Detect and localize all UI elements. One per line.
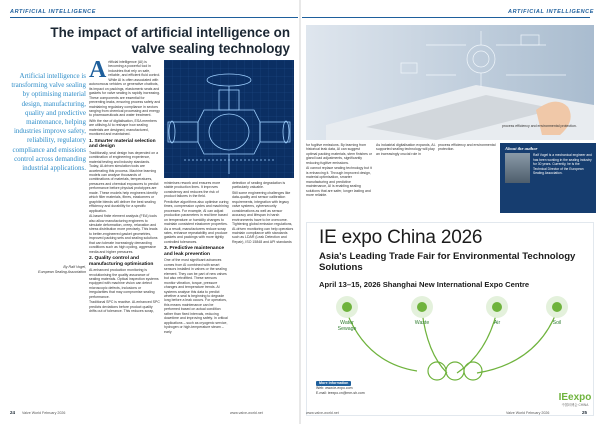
ad-bubble-air: Air [493,320,501,326]
text-column-5 [376,143,436,218]
ad-date-venue: April 13–15, 2026 Shanghai New International Expo Centre [319,280,530,289]
ad-email-link[interactable]: E-mail: ieexpo.cn@mm-sh.com [316,391,365,395]
text-column-4 [306,143,372,218]
logo-tagline: 中国环博会 CHINA [561,403,589,407]
ad-bubble-waste: Waste [414,320,430,326]
col5-para-1: As industrial digitalisation expands, AI-supported sealing technology will play an increasingly crucial role in [376,143,436,156]
col3-para-2: Still some engineering challenges like data-quality and sensor calibration requirements, integration with legacy valve systems, cybersecurity considerations as well as sensor accuracy and lifespan in harsh environments have to be overcome. Tightening global emission regulations, AI-driven monitoring can help operators maintain compliance with standards such as LDAR (Leak Detection and Repair), ISO 15848 and API standards [232,190,294,244]
ad-info-heading: More Information [316,381,351,386]
article-title [38,25,290,57]
ad-info-box [316,381,394,415]
col1-para-5: AI-enhanced production monitoring is revolutionising the quality assurance of sealing materials. Optical inspection systems equipped with machine vision can detect microscopic defects, inclusions or irregularities that may compromise sealing performance. [89,268,159,299]
author-photo [505,153,530,183]
col6-para-1: process efficiency and environmental protection. [438,143,496,152]
laptop-illustration [306,25,594,140]
ad-title: IE expo China 2026 [319,227,483,248]
col1-para-6: Traditional SPC is reactive. AI-enhanced SPC predicts deviations before product quality drifts out of tolerance. This reduces scrap, [89,300,160,314]
col1-para-1: rtificial intelligence (AI) is becoming a powerful tool in industries that rely on safe, reliable, and efficient fluid control. While AI is often associated with autonomous vehicles or generative chatbots, its impact on packings, elastomeric seals and gaskets for valve sealing is rapidly increasing. These components are essential for preventing leaks, ensuring process safety and maintaining regulatory compliance in sectors ranging from chemical processing and energy to pharmaceuticals and water treatment. [89,60,161,118]
col1-para-3: Traditionally, seal design has depended on a combination of engineering experience, material testing and industry standards. Today, AI-driven simulation tools are accelerating this process. Machine learning models can analyse thousands of combinations of materials, temperatures, pressures and chemical exposures to predict performance before physical prototypes are made. These models help engineers identify which filler materials, fibres, elastomers or graphite blends will deliver the best sealing efficiency and durability for a specific application. [89,150,159,213]
col4-para-2: AI cannot replace sealing technology but it is enhancing it. Through improved design, material optimisation, smarter manufacturing and predictive maintenance, AI is enabling sealing solutions that are safer, longer lasting and more reliable. [306,166,372,197]
byline [4,265,86,275]
col2-heading: 3. Predictive maintenance and leak prevention [164,246,225,257]
text-column-1 [89,60,161,406]
dropcap: A [89,60,107,83]
col3-para-1: detection of sealing degradation is particularly valuable. [232,181,286,190]
byline-author: By Ralf Vogel, [63,265,86,269]
about-author-title: About the author [505,146,538,151]
ad-bubbles-graphic [307,293,594,383]
col2-para-3: One of the most significant advances comes from AI combined with smart sensors installed in valves or the sealing element. They can be part of new valves but also retrofitted. These sensors monitor vibration, torque, pressure changes and temperature trends. AI systems analyse this data to predict whether a seal is beginning to degrade long before a leak occurs. For operators, this means maintenance can be performed based on actual condition rather than fixed intervals, reducing downtime and improving safety. In critical applications – such as cryogenic service, hydrogen or high-temperature steam – early [164,258,228,334]
logo-wordmark-expo: expo [568,392,592,403]
ie-expo-advert [306,222,594,416]
ie-expo-logo [557,393,593,407]
ad-bubble-water [332,320,362,332]
byline-org: European Sealing Association [38,270,86,274]
kicker-rule-right [302,17,590,18]
col7-para-1: process efficiency and environmental protection. [502,124,577,128]
kicker-rule-left [10,17,298,18]
col1-heading-1: 1. Smarter material selection and design [89,138,156,150]
footer-issue-left: Valve World February 2026 [22,411,66,415]
laptop-hero-image [306,25,594,140]
valve-blueprint-drawing [164,60,294,178]
valve-blueprint-image [164,60,294,178]
ad-bubble-water-line-1: Water [340,320,354,326]
col2-para-1: minimises rework and ensures more stable production lines. It improves consistency and reduces the risk of product failures in the field. [164,181,221,199]
page-number-right: 25 [582,410,588,415]
footer-url-right: www.valve-world.net [306,411,339,415]
title-line-2: valve sealing technology [131,41,290,56]
ad-web-link[interactable]: Web: www.ie-expo.com [316,386,353,390]
standfirst: Artificial intelligence is transforming valve sealing by optimising material design, manufacturing, quality and predictive maintenance, helping industries improve safety, reliability, regulatory compliance and emissions control across demanding industrial applications. [11,72,86,173]
text-column-6 [438,143,498,218]
about-author-box [500,143,596,213]
ad-subtitle: Asia's Leading Trade Fair for Environmental Technology Solutions [319,251,576,273]
col1-para-4: AI-based finite element analysis (FEA) tools also allow manufacturing engineers to simulate deformation, creep, relaxation and stress distribution more precisely. This leads to better-engineered gasket geometries, improved packing sets and sealing solutions that can tolerate increasingly demanding conditions such as high cycling, aggressive media and higher pressures. [89,214,158,254]
footer-issue-right: Valve World February 2026 [506,411,550,415]
spread-gutter [299,0,301,424]
logo-wordmark-ie: IE [558,392,569,403]
col1-para-2: With the rise of digitalisation, ESA members are utilising AI to reshape how sealing materials are designed, manufactured, monitored and maintained. [89,118,157,137]
ad-bubble-soil: Soil [552,320,562,326]
section-kicker-left: ARTIFICIAL INTELLIGENCE [10,9,97,15]
section-kicker-right: ARTIFICIAL INTELLIGENCE [508,9,595,15]
page-number-left: 24 [10,410,16,415]
text-column-3 [232,181,294,407]
text-column-2 [164,181,229,407]
col2-para-2: Predictive algorithms also optimise curing times, compression cycles and machining processes. For example, AI can adjust production parameters in real time based on temperature or humidity changes to maintain consistent elastomer properties. As a result, manufacturers reduce scrap rates, enhance repeatability and produce gaskets and packings with more tightly controlled tolerances. [164,199,229,244]
text-column-7 [502,124,594,140]
col4-para-1: for fugitive emissions. By learning from historical leak data, AI can suggest optimal packing materials, stem finishes or gland load adjustments, significantly reducing fugitive emissions. [306,143,372,165]
ad-bubble-water-line-2: Sewage [337,326,357,332]
title-line-1: The impact of artificial intelligence on [50,25,290,40]
about-author-text: Ralf Vogel is a mechanical engineer and has been working in the sealing industry for 30 years. Currently, he is the Technical Director of the European Sealing Association. [533,153,592,176]
col1-heading-2: 2. Quality control and manufacturing optimisation [89,256,154,267]
logo-wordmark [557,393,593,403]
footer-url-left: www.valve-world.net [230,411,263,415]
